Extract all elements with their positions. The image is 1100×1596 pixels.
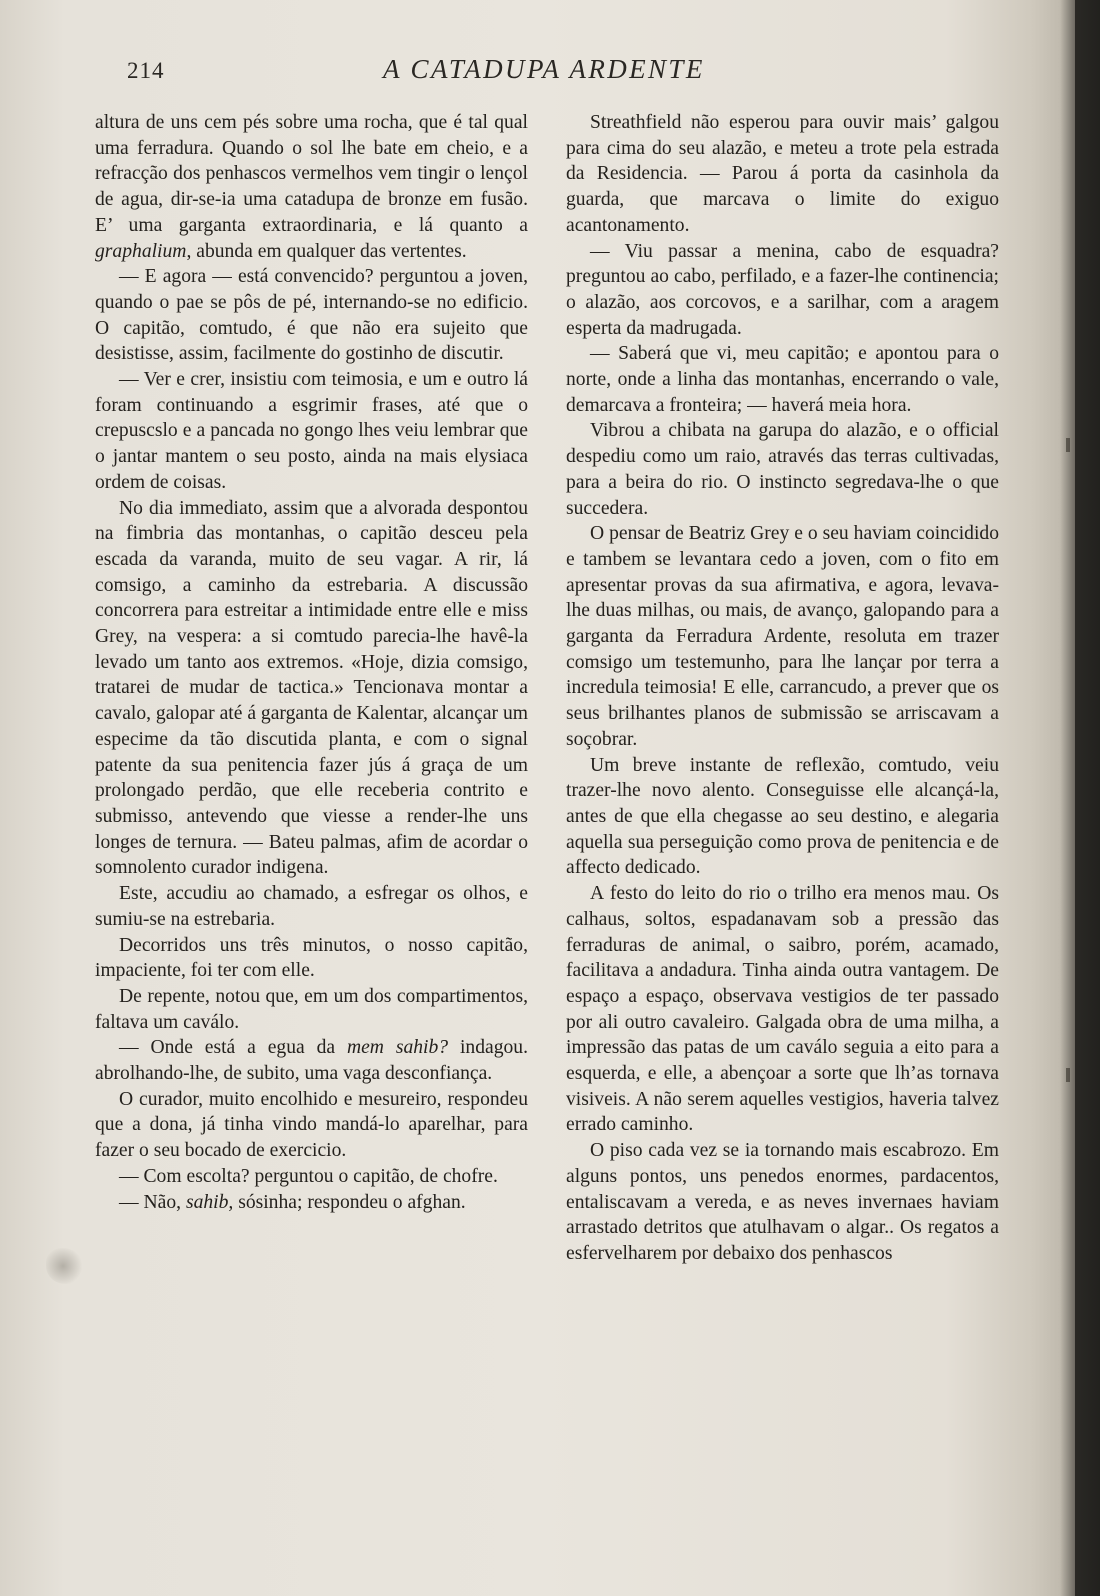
page-header: [0, 52, 1075, 92]
paragraph: — Ver e crer, insistiu com teimosia, e um e outro lá foram continuando a esgrimir frases, até que o crepuscslo e a pancada no gongo lhes veiu lembrar que o jantar mantem o seu posto, ainda na mais elysiaca ordem de coisas.: [95, 369, 528, 493]
ink-smudge: [46, 1248, 84, 1284]
paragraph: — Com escolta? perguntou o capitão, de chofre.: [119, 1165, 498, 1187]
paragraph: Um breve instante de reflexão, comtudo, veiu trazer-lhe novo alento. Conseguisse elle alcançá-la, antes de que ella chegasse ao seu destino, e alegaria aquella sua perseguição como prova de penitencia e de affecto dedicado.: [566, 754, 999, 879]
paragraph: O curador, muito encolhido e mesureiro, respondeu que a dona, já tinha vindo mandá-lo aparelhar, para fazer o seu bocado de exercicio.: [95, 1088, 528, 1162]
paragraph: Este, accudiu ao chamado, a esfregar os olhos, e sumiu-se na estrebaria.: [95, 883, 528, 930]
paragraph: O pensar de Beatriz Grey e o seu haviam coincidido e tambem se levantara cedo a joven, com o fito em apresentar provas da sua afirmativa, e agora, levava-lhe duas milhas, ou mais, de avanço, galopando para a garganta da Ferradura Ardente, resoluta em trazer comsigo um testemunho, para lhe lançar por terra a incredula teimosia! E elle, carrancudo, a prever que os seus brilhantes planos de submissão se arriscavam a soçobrar.: [566, 523, 999, 750]
page-number: 214: [127, 58, 165, 83]
paragraph: Decorridos uns três minutos, o nosso capitão, impaciente, foi ter com elle.: [95, 934, 528, 982]
paragraph: — Não, sahib, sósinha; respondeu o afghan.: [119, 1191, 466, 1213]
paragraph: — E agora — está convencido? perguntou a joven, quando o pae se pôs de pé, internando-se no edificio. O capitão, comtudo, é que não era sujeito que desistisse, assim, facilmente do gostinho de discutir.: [95, 266, 528, 365]
running-title: A CATADUPA ARDENTE: [383, 54, 705, 84]
paragraph: — Onde está a egua da mem sahib? indagou. abrolhando-lhe, de subito, uma vaga desconfiança.: [95, 1037, 528, 1085]
paragraph: A festo do leito do rio o trilho era menos mau. Os calhaus, soltos, espadanavam sob a pressão das ferraduras de animal, o saibro, porém, acamado, facilitava a andadura. Tinha ainda outra vantagem. De espaço a espaço, observava vestigios de ter passado por ali outro cavaleiro. Galgada obra de uma milha, a impressão das patas de um caválo seguia a eito para a esquerda, e elle, a abençoar a sorte que lh’as tornava visiveis. A não serem aquelles vestigios, haveria talvez errado caminho.: [566, 883, 999, 1136]
paragraph: De repente, notou que, em um dos compartimentos, faltava um caválo.: [95, 985, 528, 1033]
book-gutter-shadow: [1060, 0, 1100, 1596]
paragraph: Streathfield não esperou para ouvir mais’ galgou para cima do seu alazão, e meteu a trote pela estrada da Residencia. — Parou á porta da casinhola da guarda, que marcava o limite do exiguo acantonamento.: [566, 112, 999, 236]
paragraph: O piso cada vez se ia tornando mais escabrozo. Em alguns pontos, uns penedos enormes, pardacentos, entaliscavam a vereda, e as neves invernaes haviam arrastado detritos que atulhavam o algar.. Os regatos a esfervelharem por debaixo dos penhascos: [566, 1140, 999, 1264]
left-text-column: [95, 110, 528, 1215]
paragraph: Vibrou a chibata na garupa do alazão, e o official despediu como um raio, através das terras cultivadas, para a beira do rio. O instincto segredava-lhe o que succedera.: [566, 420, 999, 519]
paragraph: — Saberá que vi, meu capitão; e apontou para o norte, onde a linha das montanhas, encerrando o vale, demarcava a fronteira; — haverá meia hora.: [566, 343, 999, 416]
right-text-column: [566, 110, 999, 1267]
paragraph: No dia immediato, assim que a alvorada despontou na fimbria das montanhas, o capitão desceu pela escada da varanda, muito de seu vagar. A rir, lá comsigo, a caminho da estrebaria. A discussão concorrera para estreitar a intimidade entre elle e miss Grey, na vespera: a si comtudo parecia-lhe havê-la levado um tanto aos extremos. «Hoje, dizia comsigo, tratarei de mudar de tactica.» Tencionava montar a cavalo, galopar até á garganta de Kalentar, alcançar um especime da tão discutida planta, e com o signal patente da sua penitencia fazer jús á graça de um prolongado perdão, que elle receberia contrito e submisso, antevendo que viesse a render-lhe uns longes de ternura. — Bateu palmas, afim de acordar o somnolento curador indigena.: [95, 497, 528, 879]
paragraph: altura de uns cem pés sobre uma rocha, que é tal qual uma ferradura. Quando o sol lhe bate em cheio, e a refracção dos penhascos vermelhos vem tingir o lençol de agua, dir-se-ia uma catadupa de bronze em fusão. E’ uma garganta extraordinaria, e lá quanto a graphalium, abunda em qualquer das vertentes.: [95, 112, 528, 262]
paragraph: — Viu passar a menina, cabo de esquadra? preguntou ao cabo, perfilado, e a fazer-lhe continencia; o alazão, aos corcovos, e a sarilhar, com a aragem esperta da madrugada.: [566, 240, 999, 339]
